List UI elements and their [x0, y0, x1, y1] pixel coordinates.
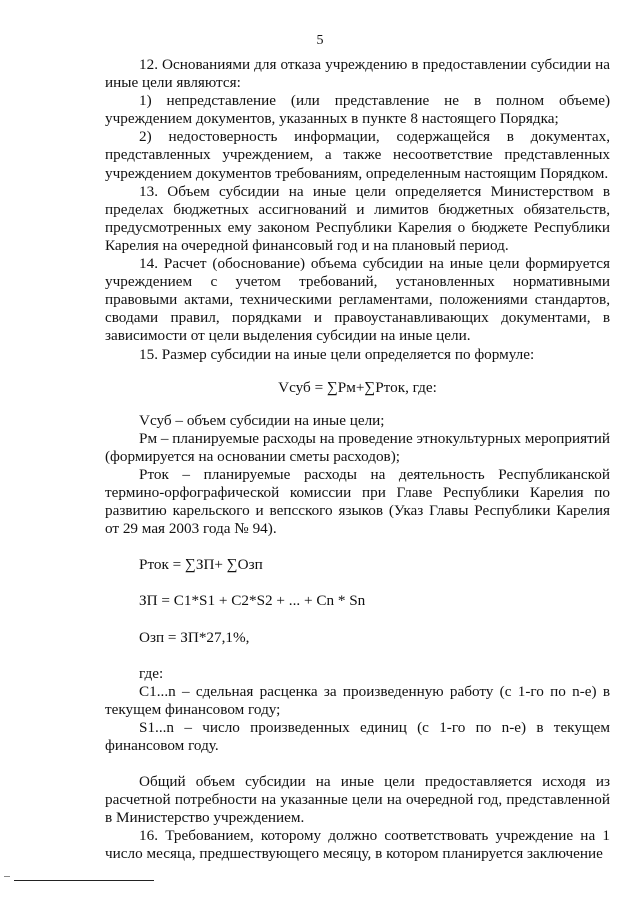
document-body	[105, 56, 610, 864]
definition-rtok: Рток – планируемые расходы на деятельность Республиканской термино-орфографической комиссии при Главе Республики Карелия по развитию карельского и вепсского языков (Указ Главы Республики Карелия от 29 мая 2003 года № 94).	[105, 465, 610, 538]
footer-rule	[14, 880, 154, 881]
paragraph-total: Общий объем субсидии на иные цели предоставляется исходя из расчетной потребности на указанные цели на очередной год, представленной в Министерство учреждением.	[105, 773, 610, 827]
definition-vsub: Vсуб – объем субсидии на иные цели;	[139, 411, 385, 429]
paragraph-13: 13. Объем субсидии на иные цели определяется Министерством в пределах бюджетных ассигнований и лимитов бюджетных обязательств, предусмотренных ему законом Республики Карелия о бюджете Республики Карелия на очередной финансовый год и на плановый период.	[105, 182, 610, 254]
where-item-c: С1...n – сдельная расценка за произведенную работу (с 1-го по n-е) в текущем финансовом году;	[105, 682, 610, 718]
where-label: где:	[139, 664, 164, 682]
paragraph-14: 14. Расчет (обоснование) объема субсидии на иные цели формируется учреждением с учетом требований, установленных нормативными правовыми актами, техническими регламентами, положениями стандартов, сводами правил, порядками и правоустанавливающих документами, в зависимости от цели выделения субсидии на иные цели.	[105, 255, 610, 345]
formula-zp: ЗП = C1*S1 + C2*S2 + ... + Cn * Sn	[139, 592, 366, 610]
list-item-2: 2) недостоверность информации, содержащейся в документах, представленных учреждением, а также несоответствие представленных учреждением документов требованиям, определенным настоящим Порядком.	[105, 128, 610, 182]
main-formula: Vсуб = ∑Рм+∑Рток, где:	[278, 378, 437, 396]
paragraph-15: 15. Размер субсидии на иные цели определяется по формуле:	[139, 345, 535, 363]
paragraph-12: 12. Основаниями для отказа учреждению в предоставлении субсидии на иные цели являются:	[105, 56, 610, 92]
formula-rtok: Рток = ∑ЗП+ ∑Озп	[139, 556, 263, 574]
definition-rm: Рм – планируемые расходы на проведение этнокультурных мероприятий (формируется на основании сметы расходов);	[105, 429, 610, 465]
list-item-1: 1) непредставление (или представление не в полном объеме) учреждением документов, указанных в пункте 8 настоящего Порядка;	[105, 92, 610, 128]
page-number: 5	[316, 33, 324, 48]
where-item-s: S1...n – число произведенных единиц (с 1-го по n-е) в текущем финансовом году.	[105, 718, 610, 754]
margin-mark	[4, 876, 10, 877]
paragraph-16: 16. Требованием, которому должно соответствовать учреждение на 1 число месяца, предшествующего месяцу, в котором планируется заключение	[105, 827, 610, 863]
formula-ozp: Озп = ЗП*27,1%,	[139, 628, 250, 646]
